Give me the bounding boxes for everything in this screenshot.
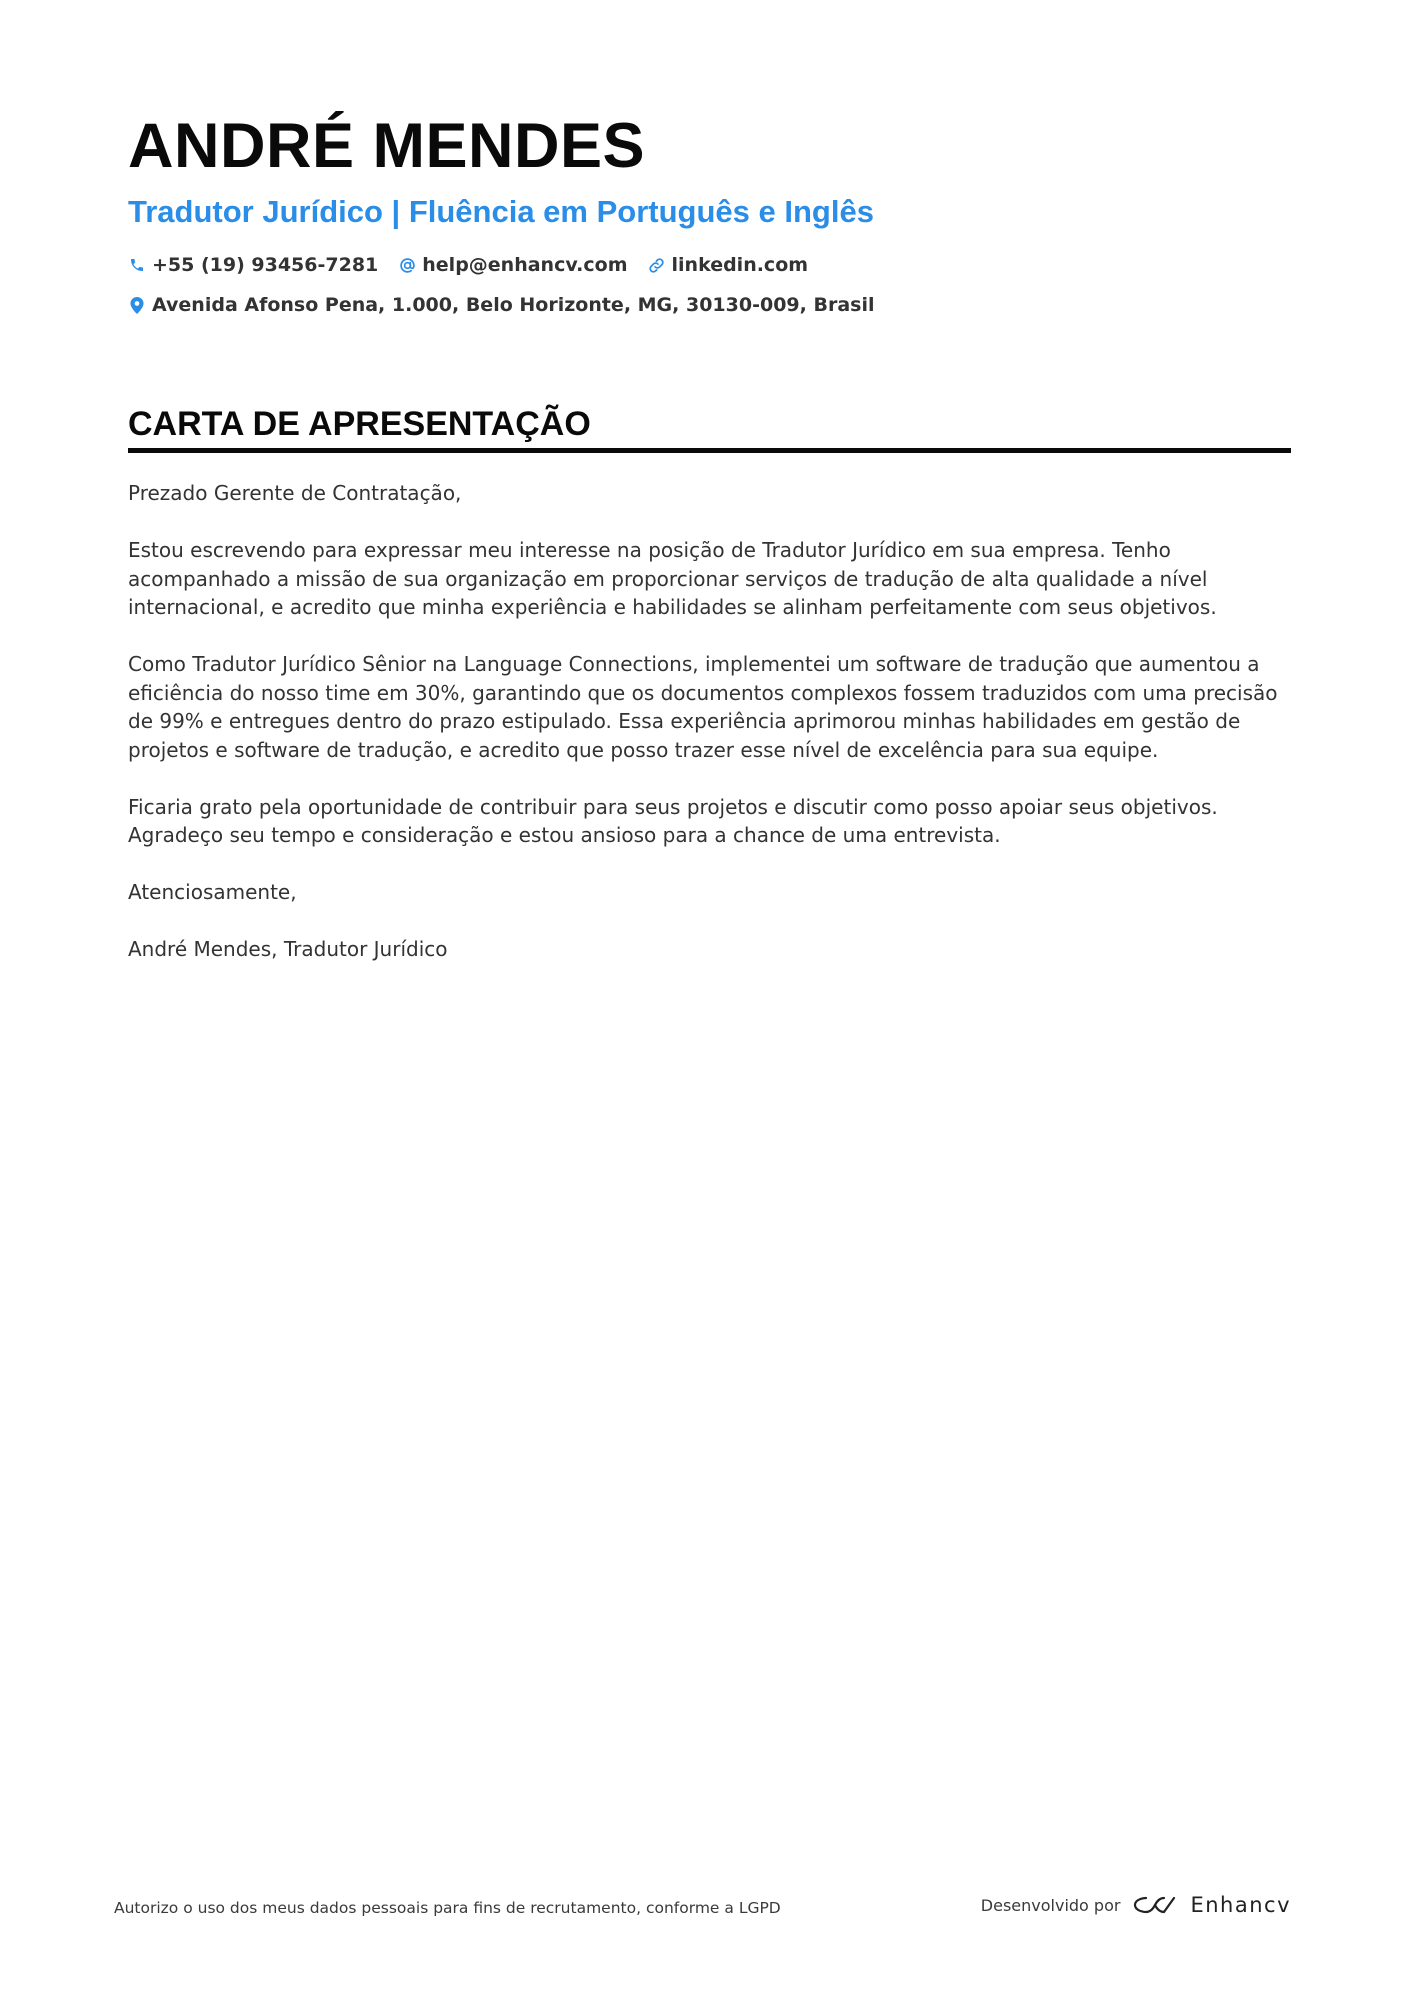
brand-name: Enhancv [1190,1893,1291,1917]
consent-text: Autorizo o uso dos meus dados pessoais para fins de recrutamento, conforme a LGPD [114,1899,781,1917]
link-icon [648,256,666,274]
powered-by-label: Desenvolvido por [980,1895,1121,1915]
letter-paragraph: Como Tradutor Jurídico Sênior na Language Connections, implementei um software de tradução que aumentou a eficiência do nosso time em 30%, garantindo que os documentos complexos fossem traduzidos com uma precisão de 99% e entregues dentro do prazo estipulado. Essa experiência aprimorou minhas habilidades em gestão de projetos e software de tradução, e acredito que posso trazer esse nível de excelência para sua equipe. [128,652,1278,762]
address-text: Avenida Afonso Pena, 1.000, Belo Horizonte, MG, 30130-009, Brasil [152,294,875,316]
letter-body [128,479,1291,964]
phone-text: +55 (19) 93456-7281 [152,254,379,276]
contact-email[interactable] [398,254,627,276]
contact-row-address [128,292,1291,318]
phone-icon [128,256,146,274]
letter-signature: André Mendes, Tradutor Jurídico [128,937,448,961]
section-title: CARTA DE APRESENTAÇÃO [128,404,1291,453]
applicant-name: ANDRÉ MENDES [128,111,646,181]
letter-paragraph: Ficaria grato pela oportunidade de contribuir para seus projetos e discutir como posso apoiar seus objetivos. Agradeço seu tempo e consideração e estou ansioso para a chance de uma entrevista. [128,794,1218,847]
email-text: help@enhancv.com [422,254,628,276]
location-pin-icon [128,296,146,314]
letter-paragraph: Estou escrevendo para expressar meu interesse na posição de Tradutor Jurídico em sua empresa. Tenho acompanhado a missão de sua organização em proporcionar serviços de tradução de alta qualidade a nível internacional, e acredito que minha experiência e habilidades se alinham perfeitamente com seus objetivos. [128,538,1217,619]
contact-link[interactable] [648,254,809,276]
letter-closing: Atenciosamente, [128,880,297,904]
contact-address [128,294,874,316]
page-footer [114,1893,1291,1923]
enhancv-logo-icon [1132,1893,1291,1917]
link-text: linkedin.com [671,254,809,276]
at-icon [398,256,416,274]
cover-letter-page [128,108,1291,992]
powered-by[interactable] [981,1893,1291,1917]
letter-greeting: Prezado Gerente de Contratação, [128,481,462,505]
job-headline: Tradutor Jurídico | Fluência em Português e Inglês [128,194,874,229]
contact-phone[interactable] [128,254,378,276]
contact-row-primary [128,252,1291,278]
